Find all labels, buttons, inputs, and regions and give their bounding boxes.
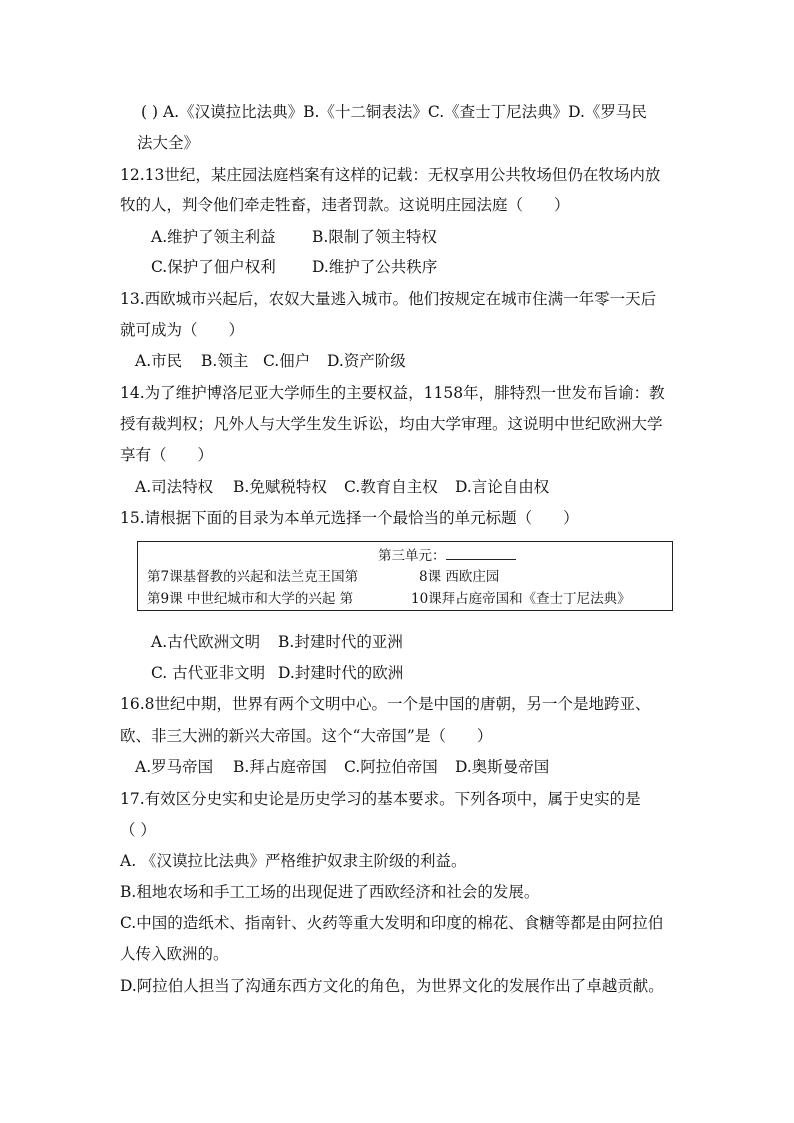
q15-stem: 15.请根据下面的目录为本单元选择一个最恰当的单元标题（ ）: [120, 509, 579, 527]
q12-option-d: D.维护了公共秩序: [312, 258, 438, 276]
q13-option-a: A.市民: [135, 352, 183, 370]
q16-option-d: D.奥斯曼帝国: [455, 758, 550, 776]
q12-option-a: A.维护了领主利益: [151, 228, 276, 246]
q17-option-c-line2: 人传入欧洲的。: [120, 945, 229, 963]
q14-option-d: D.言论自由权: [455, 478, 550, 496]
q15-option-d: D.封建时代的欧洲: [278, 664, 404, 682]
q14-stem-line2: 授有裁判权；凡外人与大学生发生诉讼，均由大学审理。这说明中世纪欧洲大学: [120, 415, 663, 433]
q15-option-b: B.封建时代的亚洲: [278, 633, 403, 651]
q11-options-line2: 法大全》: [137, 134, 200, 152]
q16-option-c: C.阿拉伯帝国: [344, 758, 438, 776]
q17-option-a: A. 《汉谟拉比法典》严格维护奴隶主阶级的利益。: [120, 852, 467, 870]
unit-title-row: [378, 546, 516, 565]
q14-option-a: A.司法特权: [135, 478, 214, 496]
contents-row2-left: 第9课 中世纪城市和大学的兴起 第: [147, 591, 354, 607]
unit-title-blank: [446, 546, 516, 560]
q11-options-line1: ( ) A.《汉谟拉比法典》B.《十二铜表法》C.《查士丁尼法典》D.《罗马民: [141, 103, 647, 121]
q15-option-a: A.古代欧洲文明: [151, 633, 261, 651]
unit-title-label: 第三单元：: [378, 548, 446, 564]
q17-option-c-line1: C.中国的造纸术、指南针、火药等重大发明和印度的棉花、食糖等都是由阿拉伯: [120, 914, 664, 932]
q13-stem-line1: 13.西欧城市兴起后，农奴大量逃入城市。他们按规定在城市住满一年零一天后: [120, 290, 657, 308]
q13-option-b: B.领主: [201, 352, 249, 370]
q15-option-c: C. 古代亚非文明: [151, 664, 266, 682]
q13-option-c: C.佃户: [263, 352, 311, 370]
q12-option-b: B.限制了领主特权: [312, 228, 437, 246]
q16-option-b: B.拜占庭帝国: [233, 758, 327, 776]
q16-option-a: A.罗马帝国: [135, 758, 214, 776]
q12-stem-line1: 12.13世纪，某庄园法庭档案有这样的记载：无权享用公共牧场但仍在牧场内放: [120, 166, 661, 184]
q17-option-d: D.阿拉伯人担当了沟通东西方文化的角色，为世界文化的发展作出了卓越贡献。: [120, 977, 664, 995]
contents-row1-left: 第7课基督教的兴起和法兰克王国第: [147, 569, 359, 585]
q17-option-b: B.租地农场和手工工场的出现促进了西欧经济和社会的发展。: [120, 883, 540, 901]
q12-option-c: C.保护了佃户权利: [151, 258, 276, 276]
q14-option-c: C.教育自主权: [344, 478, 438, 496]
q16-stem-line2: 欧、非三大洲的新兴大帝国。这个“大帝国”是（ ）: [120, 727, 493, 745]
q16-stem-line1: 16.8世纪中期，世界有两个文明中心。一个是中国的唐朝，另一个是地跨亚、: [120, 695, 651, 713]
q17-stem-line2: （ ）: [120, 821, 156, 839]
q13-option-d: D.资产阶级: [327, 352, 406, 370]
contents-row2-right: 10课拜占庭帝国和《查士丁尼法典》: [411, 591, 631, 607]
q14-stem-line1: 14.为了维护博洛尼亚大学师生的主要权益，1158年，腓特烈一世发布旨谕：教: [120, 384, 665, 402]
q14-option-b: B.免赋税特权: [233, 478, 327, 496]
q17-stem-line1: 17.有效区分史实和史论是历史学习的基本要求。下列各项中，属于史实的是: [120, 790, 641, 808]
q14-stem-line3: 享有（ ）: [120, 446, 214, 464]
q12-stem-line2: 牧的人，判令他们牵走牲畜，违者罚款。这说明庄园法庭（ ）: [120, 196, 570, 214]
q13-stem-line2: 就可成为（ ）: [120, 321, 245, 339]
unit-contents-box: [137, 541, 673, 611]
contents-row1-right: 8课 西欧庄园: [419, 569, 500, 585]
